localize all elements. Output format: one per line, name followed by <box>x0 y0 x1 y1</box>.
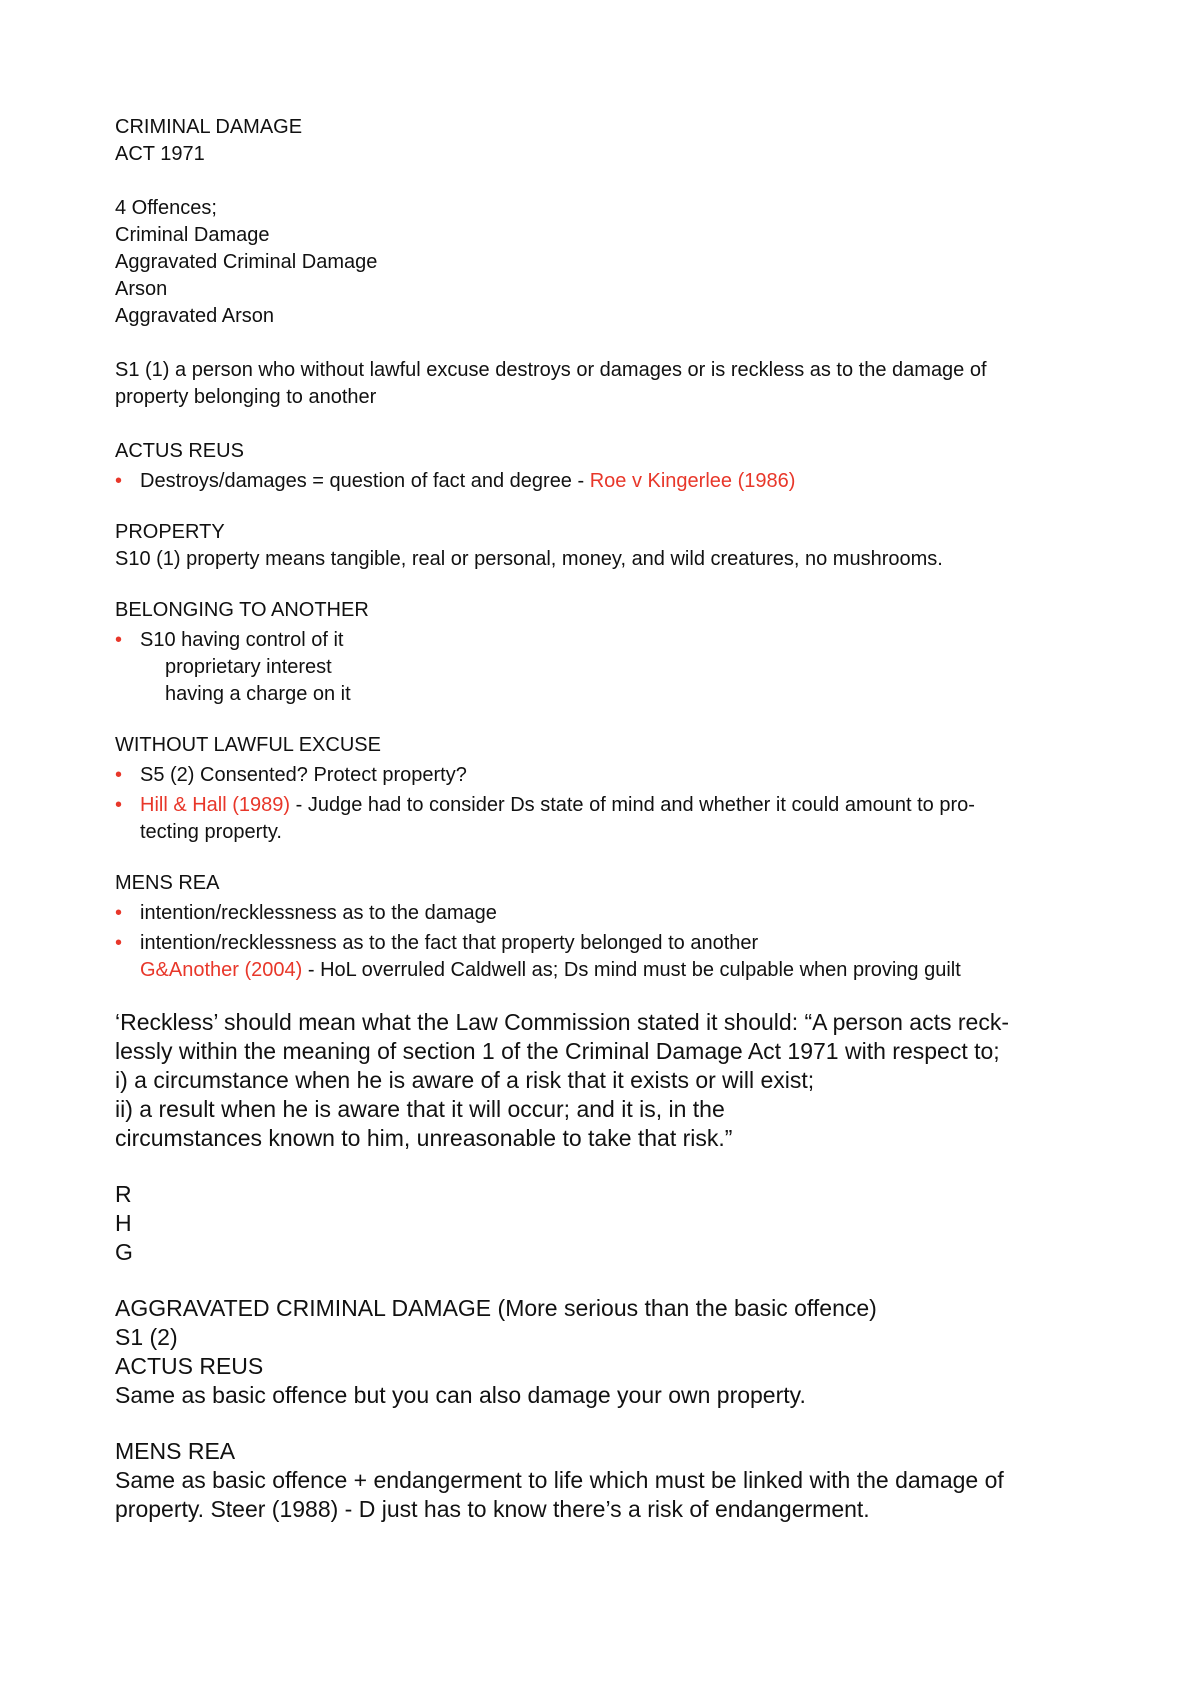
mens-rea-bullet <box>115 930 1105 984</box>
reckless-quote-line: i) a circumstance when he is aware of a risk that it exists or will exist; <box>115 1067 815 1093</box>
actus-reus-bullet <box>115 468 1105 495</box>
aggravated-mens-rea-heading: MENS REA <box>115 1438 236 1464</box>
offence-item: Aggravated Criminal Damage <box>115 251 378 273</box>
offence-item: Criminal Damage <box>115 224 270 246</box>
s1-text-line2: property belonging to another <box>115 386 377 408</box>
bullet-icon: • <box>115 470 123 492</box>
bullet-icon: • <box>115 629 123 651</box>
belonging-sub-item: having a charge on it <box>165 683 351 705</box>
rhg-letter: R <box>115 1181 132 1207</box>
aggravated-heading: AGGRAVATED CRIMINAL DAMAGE (More serious than the basic offence) <box>115 1295 877 1321</box>
reckless-quote-line: lessly within the meaning of section 1 of the Criminal Damage Act 1971 with respect to; <box>115 1038 1000 1064</box>
bullet-text: intention/recklessness as to the damage <box>140 902 497 924</box>
aggravated-mens-rea-text: property. Steer (1988) - D just has to know there’s a risk of endangerment. <box>115 1496 870 1522</box>
offences-heading: 4 Offences; <box>115 197 217 219</box>
bullet-text-continued: tecting property. <box>140 821 282 843</box>
mens-rea-bullet <box>115 900 1105 927</box>
bullet-icon: • <box>115 764 123 786</box>
mens-rea-heading: MENS REA <box>115 872 220 894</box>
belonging-heading: BELONGING TO ANOTHER <box>115 599 369 621</box>
doc-title-line2: ACT 1971 <box>115 143 205 165</box>
belonging-bullet <box>115 627 1105 654</box>
s1-text-line1: S1 (1) a person who without lawful excuse destroys or damages or is reckless as to the damage of <box>115 359 987 381</box>
rhg-letter: H <box>115 1210 132 1236</box>
reckless-quote-line: ii) a result when he is aware that it will occur; and it is, in the <box>115 1096 725 1122</box>
property-heading: PROPERTY <box>115 521 225 543</box>
reckless-quote-line: ‘Reckless’ should mean what the Law Commission stated it should: “A person acts reck- <box>115 1009 1009 1035</box>
bullet-text: Destroys/damages = question of fact and degree - <box>140 470 590 492</box>
bullet-text: S5 (2) Consented? Protect property? <box>140 764 467 786</box>
aggravated-actus-reus-text: Same as basic offence but you can also damage your own property. <box>115 1382 806 1408</box>
bullet-text: S10 having control of it <box>140 629 344 651</box>
aggravated-actus-reus-heading: ACTUS REUS <box>115 1353 264 1379</box>
property-text: S10 (1) property means tangible, real or personal, money, and wild creatures, no mushrooms. <box>115 548 943 570</box>
case-citation: Roe v Kingerlee (1986) <box>589 470 796 492</box>
case-citation: G&Another (2004) <box>140 959 303 981</box>
lawful-excuse-bullet <box>115 792 1105 846</box>
lawful-excuse-heading: WITHOUT LAWFUL EXCUSE <box>115 734 381 756</box>
bullet-icon: • <box>115 902 123 924</box>
actus-reus-heading: ACTUS REUS <box>115 440 244 462</box>
lawful-excuse-bullet <box>115 762 1105 789</box>
aggravated-mens-rea-text: Same as basic offence + endangerment to life which must be linked with the damage of <box>115 1467 1004 1493</box>
case-text: - HoL overruled Caldwell as; Ds mind must be culpable when proving guilt <box>302 959 961 981</box>
offence-item: Arson <box>115 278 168 300</box>
document-page <box>115 114 1105 1524</box>
reckless-quote-line: circumstances known to him, unreasonable to take that risk.” <box>115 1125 733 1151</box>
bullet-text: - Judge had to consider Ds state of mind and whether it could amount to pro- <box>290 794 975 816</box>
case-citation: Hill & Hall (1989) <box>140 794 291 816</box>
doc-title-line1: CRIMINAL DAMAGE <box>115 116 303 138</box>
offence-item: Aggravated Arson <box>115 305 274 327</box>
bullet-icon: • <box>115 932 123 954</box>
bullet-icon: • <box>115 794 123 816</box>
rhg-letter: G <box>115 1239 133 1265</box>
belonging-sub-item: proprietary interest <box>165 656 332 678</box>
bullet-text: intention/recklessness as to the fact that property belonged to another <box>140 932 759 954</box>
aggravated-section: S1 (2) <box>115 1324 178 1350</box>
